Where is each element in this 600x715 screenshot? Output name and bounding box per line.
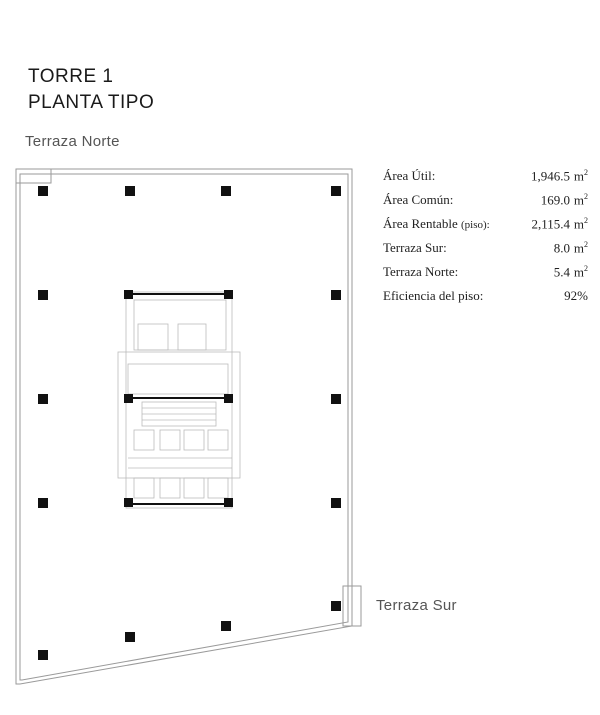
inner-wall bbox=[20, 174, 348, 680]
columns bbox=[38, 186, 341, 660]
area-row-terraza-sur bbox=[383, 240, 588, 264]
column bbox=[224, 498, 233, 507]
column bbox=[331, 186, 341, 196]
column bbox=[38, 290, 48, 300]
column bbox=[125, 186, 135, 196]
column bbox=[125, 632, 135, 642]
area-value: 169.0 $m^2$ bbox=[540, 192, 588, 208]
column bbox=[124, 498, 133, 507]
column bbox=[224, 394, 233, 403]
area-value: 92% bbox=[564, 288, 588, 303]
area-value: 5.4 $m^2$ bbox=[553, 264, 588, 280]
column bbox=[331, 498, 341, 508]
area-row-util bbox=[383, 168, 588, 192]
area-value: 2,115.4 $m^2$ bbox=[531, 216, 588, 232]
outer-wall bbox=[16, 169, 352, 684]
column bbox=[38, 394, 48, 404]
elevator-core bbox=[118, 292, 240, 508]
terraza-norte-box bbox=[16, 169, 51, 183]
area-value: 1,946.5 $m^2$ bbox=[531, 168, 588, 184]
area-label: Terraza Sur: bbox=[383, 240, 447, 256]
column bbox=[38, 498, 48, 508]
area-label: Eficiencia del piso: bbox=[383, 288, 484, 303]
column bbox=[221, 621, 231, 631]
title-tower: TORRE 1 bbox=[28, 66, 114, 87]
label-terraza-sur: Terraza Sur bbox=[376, 597, 457, 614]
column bbox=[331, 394, 341, 404]
column bbox=[331, 290, 341, 300]
area-row-rentable bbox=[383, 216, 588, 240]
area-table bbox=[383, 168, 588, 312]
area-row-eficiencia bbox=[383, 288, 588, 312]
column bbox=[38, 650, 48, 660]
core-walls bbox=[129, 294, 229, 504]
column bbox=[38, 186, 48, 196]
title-floor: PLANTA TIPO bbox=[28, 92, 155, 113]
area-row-comun bbox=[383, 192, 588, 216]
column bbox=[331, 601, 341, 611]
building-outline bbox=[16, 169, 361, 684]
column bbox=[221, 186, 231, 196]
column bbox=[124, 290, 133, 299]
area-label: Área Útil: bbox=[383, 168, 436, 184]
area-label: Área Rentable (piso): bbox=[383, 216, 490, 232]
column bbox=[124, 394, 133, 403]
area-label: Terraza Norte: bbox=[383, 264, 459, 280]
area-row-terraza-norte bbox=[383, 264, 588, 288]
area-label: Área Común: bbox=[383, 192, 454, 208]
area-value: 8.0 $m^2$ bbox=[553, 240, 588, 256]
column bbox=[224, 290, 233, 299]
label-terraza-norte: Terraza Norte bbox=[25, 133, 120, 150]
